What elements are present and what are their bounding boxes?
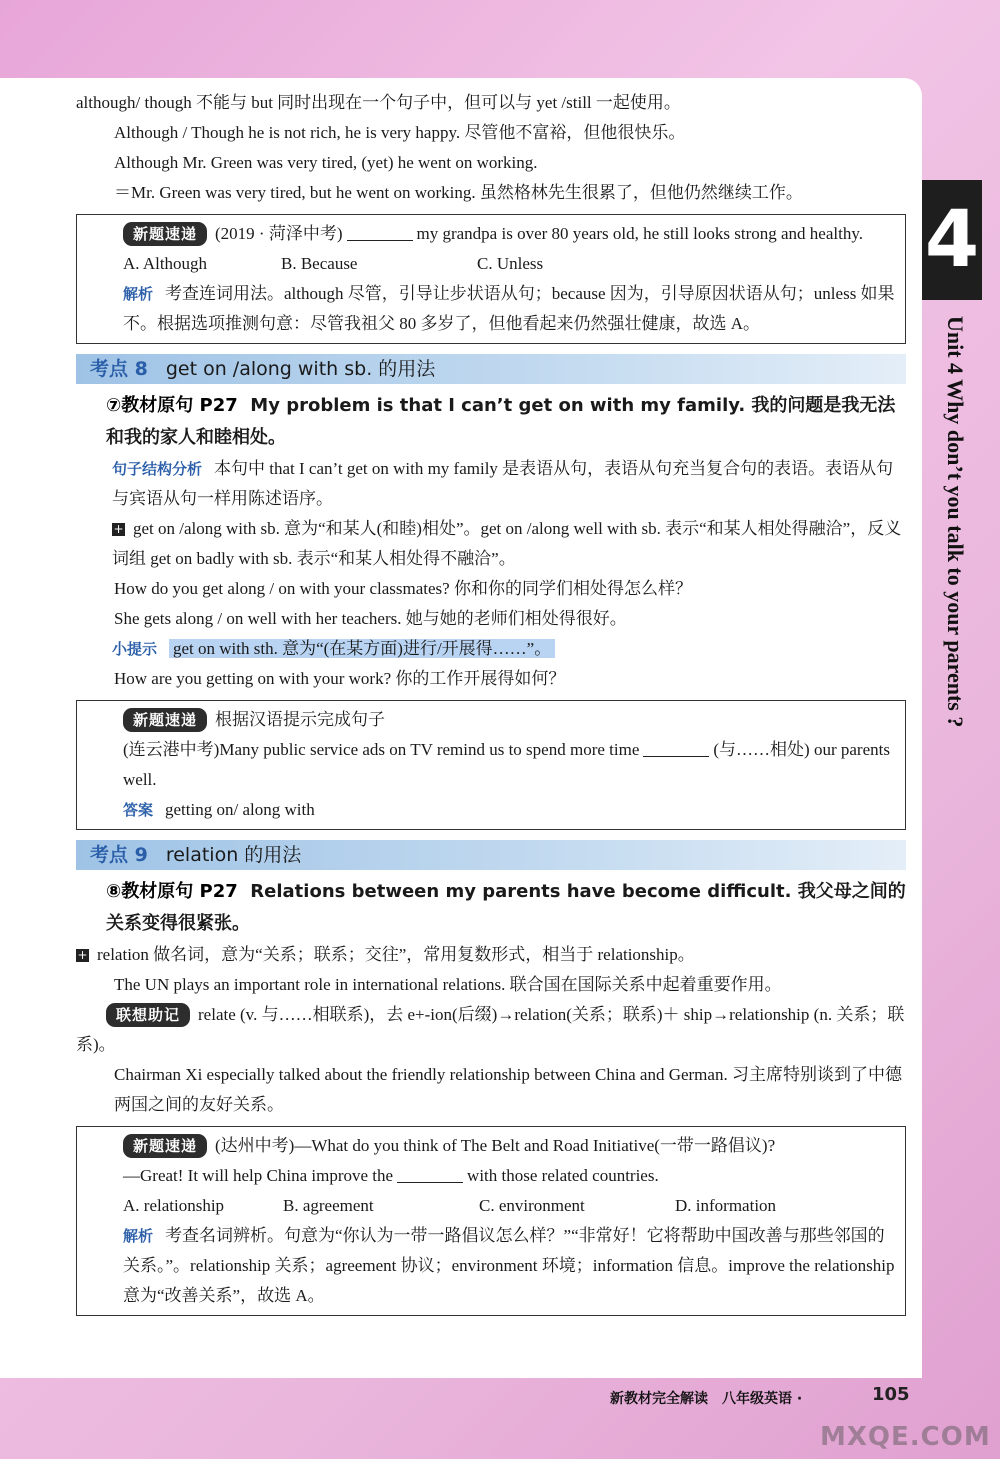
question-text: with those related countries. (467, 1166, 659, 1185)
new-question-badge: 新题速递 (123, 222, 207, 246)
section-number: 考点 8 (90, 358, 148, 380)
textbook-text: Relations between my parents have become difficult. 我父母之间的关系变得很紧张。 (106, 881, 906, 934)
association-text: relate (v. 与……相联系)，去 e+-ion(后缀)→relation(关系；联系)＋ ship→relationship (n. 关系；联系)。 (76, 1005, 905, 1054)
example-sentence: Although Mr. Green was very tired, (yet) he went on working. (114, 153, 538, 172)
option: C. Unless (477, 254, 544, 273)
question-text: my grandpa is over 80 years old, he still looks strong and healthy. (416, 224, 863, 243)
option: A. Although (123, 254, 208, 273)
option: C. environment (479, 1196, 585, 1215)
tip-text: get on with sth. 意为“(在某方面)进行/开展得……”。 (169, 639, 555, 658)
exercise-box-3 (76, 1126, 906, 1316)
structure-text: 本句中 that I can’t get on with my family 是表语从句，表语从句充当复合句的表语。表语从句与宾语从句一样用陈述语序。 (112, 459, 894, 508)
example-sentence: How do you get along / on with your classmates? 你和你的同学们相处得怎么样？ (114, 579, 692, 598)
watermark-logo: MXQE.COM (820, 1422, 991, 1452)
question-text: —Great! It will help China improve the (123, 1166, 394, 1185)
textbook-sentence (76, 876, 906, 940)
unit-tab: 4 (922, 180, 982, 300)
section-number: 考点 9 (90, 844, 148, 866)
page-content (76, 88, 906, 1326)
textbook-text: My problem is that I can’t get on with my family. 我的问题是我无法和我的家人和睦相处。 (106, 395, 896, 448)
analysis-text: 考查连词用法。although 尽管，引导让步状语从句；because 因为，引导原因状语从句；unless 如果不。根据选项推测句意：尽管我祖父 80 多岁了，但他看起来仍然强壮健康，故选 A。 (123, 284, 895, 333)
options-row (87, 1191, 895, 1221)
question-source: (2019 · 菏泽中考) (215, 224, 343, 243)
section-header-8 (76, 354, 906, 384)
section-header-9 (76, 840, 906, 870)
textbook-ref: ⑧教材原句 P27 (106, 881, 238, 902)
example-sentence: ＝Mr. Green was very tired, but he went on working. 虽然格林先生很累了，但他仍然继续工作。 (114, 183, 803, 202)
structure-label: 句子结构分析 (112, 460, 203, 478)
answer-blank (643, 738, 709, 757)
option: B. agreement (283, 1196, 374, 1215)
plus-icon: + (113, 522, 124, 536)
instruction: 根据汉语提示完成句子 (215, 710, 386, 729)
intro-line: although/ though 不能与 but 同时出现在一个句子中，但可以与 yet /still 一起使用。 (76, 93, 681, 112)
answer-text: getting on/ along with (165, 800, 315, 819)
analysis-label: 解析 (123, 285, 154, 303)
exercise-box-1 (76, 214, 906, 344)
options-row (87, 249, 895, 279)
question-text: (连云港中考)Many public service ads on TV remind us to spend more time (123, 740, 640, 759)
section-title: get on /along with sb. 的用法 (165, 358, 436, 380)
footer-book-title: 新教材完全解读 八年级英语 · (610, 1391, 803, 1407)
new-question-badge: 新题速递 (123, 1134, 207, 1158)
example-sentence: Although / Though he is not rich, he is very happy. 尽管他不富裕，但他很快乐。 (114, 123, 686, 142)
analysis-text: 考查名词辨析。句意为“你认为一带一路倡议怎么样？”“非常好！它将帮助中国改善与那些邻国的关系。”。relationship 关系；agreement 协议；environment 环境；information 信息。improve the relationship 意为“改善关系”，故选 A。 (123, 1226, 895, 1305)
textbook-ref: ⑦教材原句 P27 (106, 395, 238, 416)
tip-label: 小提示 (112, 640, 158, 658)
section-title: relation 的用法 (165, 844, 302, 866)
page-number: 105 (872, 1384, 910, 1405)
usage-note: relation 做名词，意为“关系；联系；交往”，常用复数形式，相当于 relationship。 (97, 945, 695, 964)
textbook-sentence (76, 390, 906, 454)
unit-side-title: Unit 4 Why don’t you talk to your parents ? (943, 316, 968, 728)
example-sentence: How are you getting on with your work? 你的工作开展得如何？ (114, 669, 566, 688)
option: B. Because (281, 254, 358, 273)
answer-blank (397, 1164, 463, 1183)
plus-icon: + (77, 948, 88, 962)
association-badge: 联想助记 (106, 1003, 190, 1027)
answer-blank (347, 222, 413, 241)
new-question-badge: 新题速递 (123, 708, 207, 732)
example-sentence: She gets along / on well with her teachers. 她与她的老师们相处得很好。 (114, 609, 627, 628)
exercise-box-2 (76, 700, 906, 830)
option: A. relationship (123, 1196, 225, 1215)
option: D. information (675, 1196, 777, 1215)
answer-label: 答案 (123, 801, 154, 819)
example-sentence: The UN plays an important role in international relations. 联合国在国际关系中起着重要作用。 (114, 975, 782, 994)
analysis-label: 解析 (123, 1227, 154, 1245)
example-sentence: Chairman Xi especially talked about the friendly relationship between China and German. 习主席特别谈到了中德两国之间的友好关系。 (114, 1065, 902, 1114)
usage-note: get on /along with sb. 意为“和某人(和睦)相处”。get on /along well with sb. 表示“和某人相处得融洽”，反义词组 get on badly with sb. 表示“和某人相处得不融洽”。 (112, 519, 902, 568)
question-text: (与……相处) our parents well. (123, 740, 890, 789)
question-text: (达州中考)—What do you think of The Belt and Road Initiative(一带一路倡议)? (215, 1136, 776, 1155)
